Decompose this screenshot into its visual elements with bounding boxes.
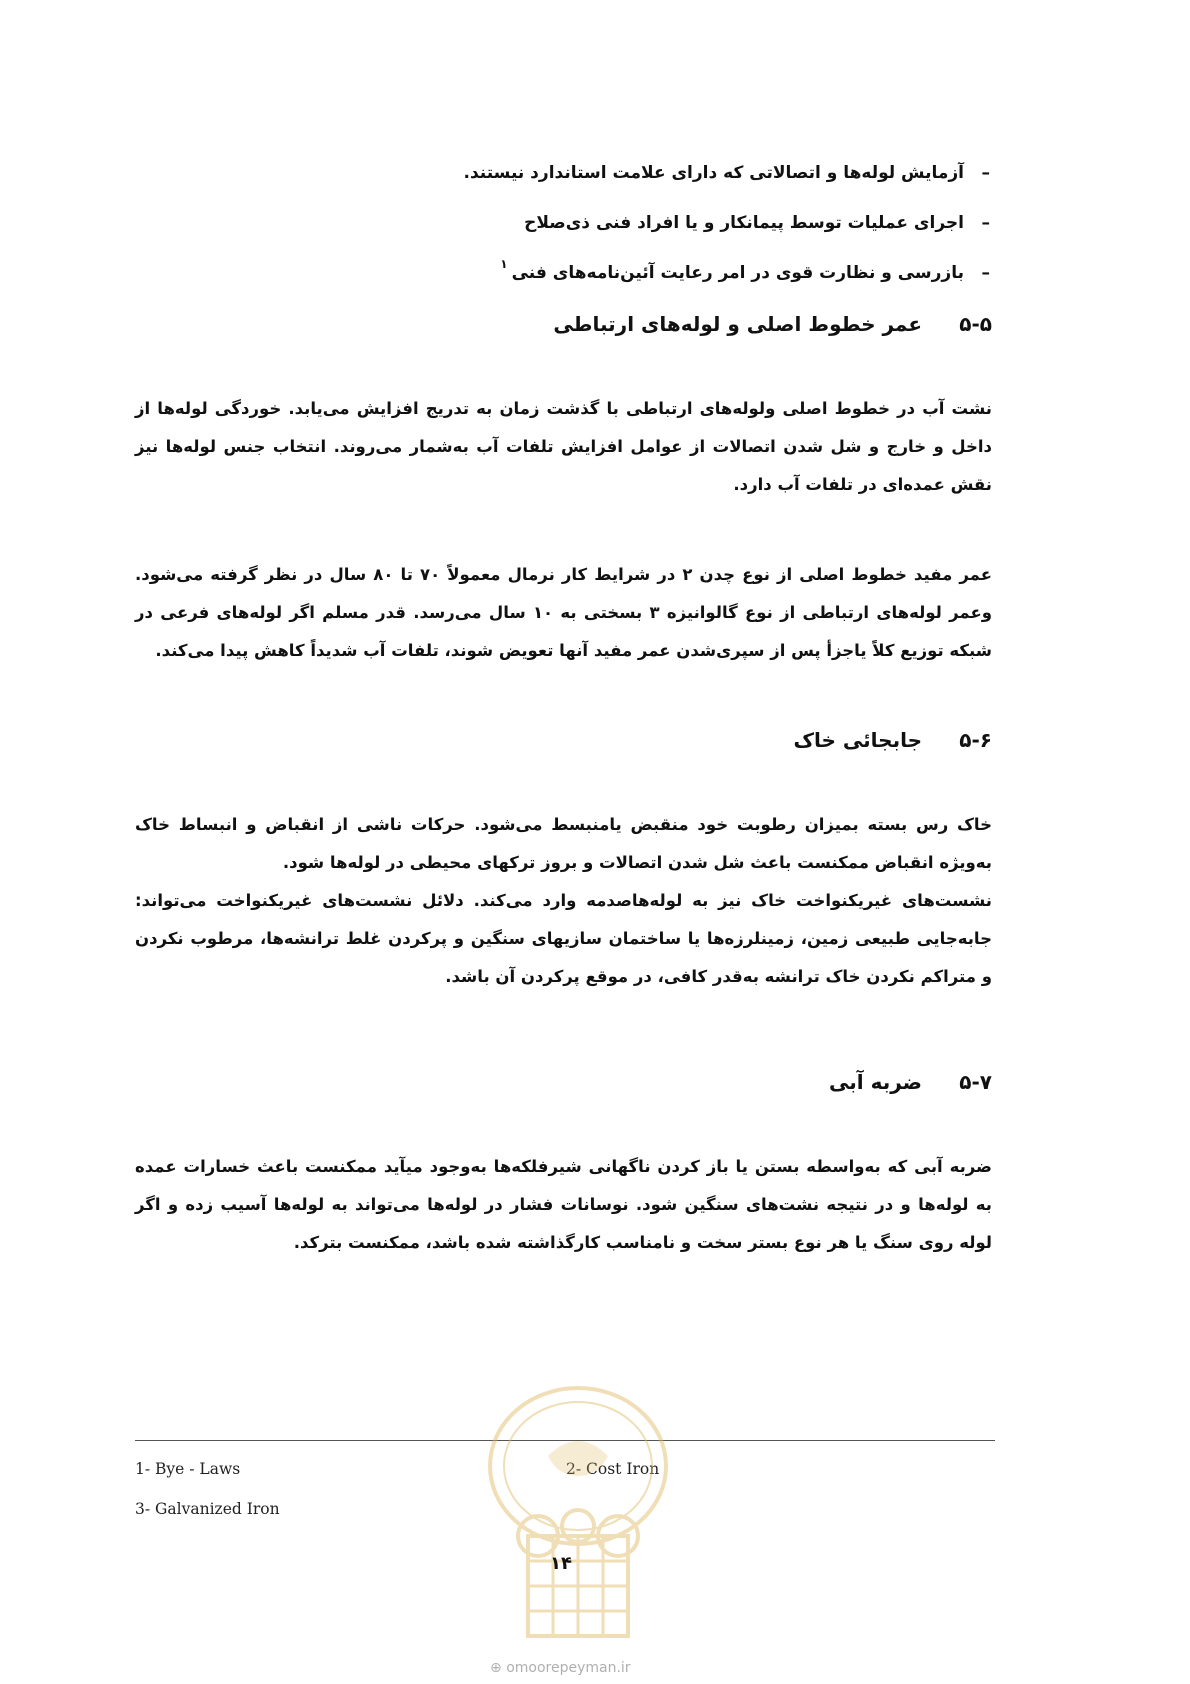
paragraph [135, 390, 992, 504]
bullet-dash: – [981, 263, 990, 283]
paragraph [135, 806, 992, 996]
footnote-2: 2- Cost Iron [566, 1460, 660, 1478]
bullet-list [290, 148, 990, 298]
footnote-3: 3- Galvanized Iron [135, 1500, 280, 1518]
paragraph [135, 1148, 992, 1262]
paragraph-text: ضربه آبی که به‌واسطه بستن یا باز کردن ناگهانی شیرفلکه‌ها به‌وجود میآید ممکنست باعث خسارات عمده به لوله‌ها و در نتیجه نشت‌های سنگین شود. نوسانات فشار در لوله‌ها می‌تواند به لوله‌ها آسیب زده و اگر لوله روی سنگ یا هر نوع بستر سخت و نامناسب کارگذاشته شده باشد، ممکنست بترکد. [135, 1157, 992, 1252]
section-number: ۵-۵ [959, 312, 992, 336]
paragraph-text: عمر مفید خطوط اصلی از نوع چدن ۲ در شرایط کار نرمال معمولاً ۷۰ تا ۸۰ سال در نظر گرفته می‌شود. وعمر لوله‌های ارتباطی از نوع گالوانیزه ۳ بسختی به ۱۰ سال می‌رسد. قدر مسلم اگر لوله‌های فرعی در شبکه توزیع کلاً یاجزأ پس از سپری‌شدن عمر مفید آنها تعویض شوند، تلفات آب شدیداً کاهش پیدا می‌کند. [135, 565, 992, 660]
globe-icon: ⊕ [490, 1660, 502, 1676]
watermark-site: omoorepeyman.ir [506, 1660, 631, 1676]
bullet-item [290, 148, 990, 198]
section-number: ۵-۷ [959, 1070, 992, 1094]
bullet-text: بازرسی و نظارت قوی در امر رعایت آئین‌نامه‌های فنی [511, 263, 964, 283]
paragraph-text: نشست‌های غیریکنواخت خاک نیز به لوله‌هاصدمه وارد می‌کند. دلائل نشست‌های غیریکنواخت می‌تواند: جابه‌جایی طبیعی زمین، زمینلرزه‌ها یا ساختمان سازیهای سنگین و پرکردن غلط ترانشه‌ها، مرطوب نکردن و متراکم نکردن خاک ترانشه به‌قدر کافی، در موقع پرکردن آن باشد. [135, 891, 992, 986]
paragraph [135, 556, 992, 670]
section-heading [829, 1070, 992, 1094]
footnote-ref: ۱ [500, 257, 508, 271]
paragraph-text: نشت آب در خطوط اصلی ولوله‌های ارتباطی با گذشت زمان به تدریج افزایش می‌یابد. خوردگی لوله‌ها از داخل و خارج و شل شدن اتصالات از عوامل افزایش تلفات آب به‌شمار می‌روند. انتخاب جنس لوله‌ها نیز نقش عمده‌ای در تلفات آب دارد. [135, 399, 992, 494]
section-title: عمر خطوط اصلی و لوله‌های ارتباطی [553, 312, 922, 336]
section-number: ۵-۶ [959, 728, 992, 752]
section-title: جابجائی خاک [793, 728, 922, 752]
bullet-item [290, 198, 990, 248]
bullet-dash: – [981, 213, 990, 233]
watermark-logo-icon [478, 1386, 678, 1656]
section-heading [794, 728, 992, 752]
bullet-item [290, 248, 990, 298]
page-number: ۱۴ [550, 1553, 572, 1574]
footnote-1: 1- Bye - Laws [135, 1460, 241, 1478]
bullet-text: اجرای عملیات توسط پیمانکار و یا افراد فنی ذی‌صلاح [524, 213, 964, 233]
bullet-dash: – [981, 163, 990, 183]
section-heading [553, 312, 992, 336]
bullet-text: آزمایش لوله‌ها و اتصالاتی که دارای علامت استاندارد نیستند. [463, 163, 964, 183]
watermark-url [490, 1660, 631, 1676]
section-title: ضربه آبی [829, 1070, 922, 1094]
paragraph-text: خاک رس بسته بمیزان رطوبت خود منقبض یامنبسط می‌شود. حرکات ناشی از انقباض و انبساط خاک به‌ویژه انقباض ممکنست باعث شل شدن اتصالات و بروز ترکهای محیطی در لوله‌ها شود. [135, 815, 992, 872]
